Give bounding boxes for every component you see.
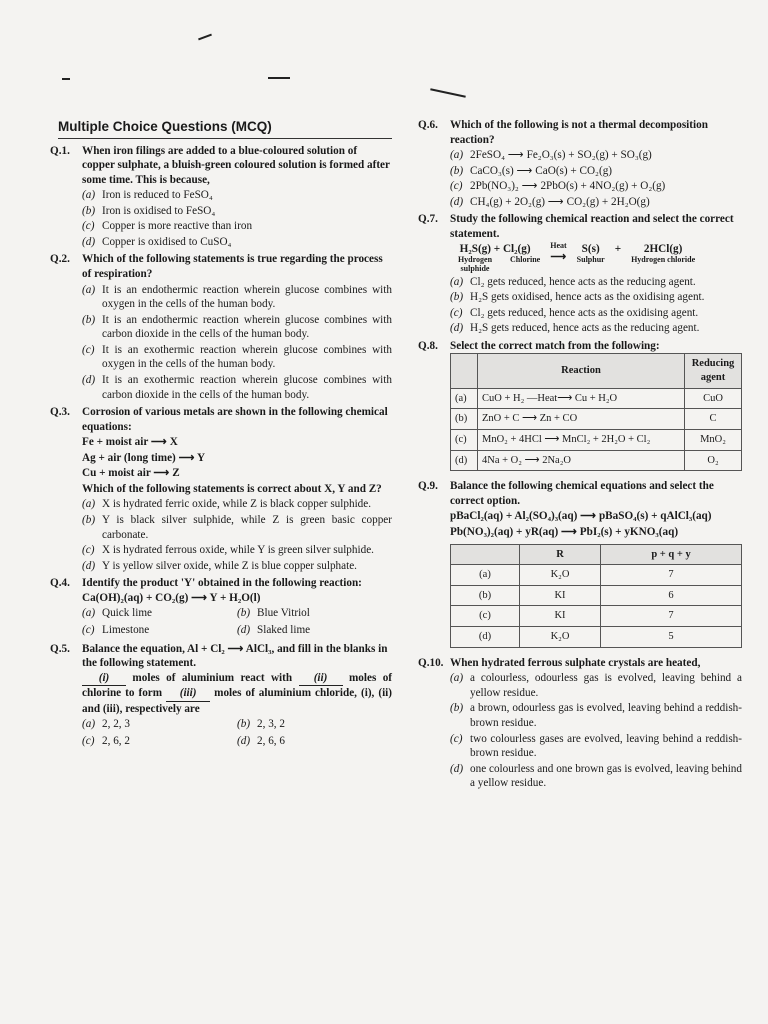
question-q7 <box>418 212 742 336</box>
table-row[interactable] <box>451 409 742 430</box>
statement-text: moles of aluminium react with <box>132 671 293 684</box>
reactants-formula: H₂S(g) + Cl₂(g) <box>459 242 531 255</box>
question-q6 <box>418 118 742 209</box>
option-text: Blue Vitriol <box>257 607 310 620</box>
option-letter: (a) <box>82 718 96 731</box>
question-number: Q.8. <box>418 339 438 352</box>
option-text: two colourless gases are evolved, leaving behind a reddish-brown residue. <box>470 732 742 760</box>
product-formula: 2HCl(g) <box>643 242 683 255</box>
equation: Fe + moist air ⟶ X <box>82 436 178 449</box>
scan-mark <box>430 88 466 97</box>
blank-i[interactable]: (i) <box>82 671 126 687</box>
product-name: Sulphur <box>576 255 605 265</box>
table-row[interactable] <box>451 606 742 627</box>
plus-sign: + <box>614 242 622 255</box>
row-letter: (b) <box>451 585 520 606</box>
row-sum: 7 <box>601 606 742 627</box>
option[interactable] <box>82 313 392 342</box>
product-2 <box>631 242 695 265</box>
option[interactable] <box>82 188 392 203</box>
option-letter: (a) <box>450 672 464 685</box>
table-header: R <box>520 544 601 565</box>
option-letter: (a) <box>450 149 464 162</box>
left-column <box>50 118 392 752</box>
question-text: Identify the product 'Y' obtained in the following reaction: <box>82 577 362 590</box>
option-text: 2, 6, 2 <box>102 734 130 747</box>
option[interactable] <box>450 290 742 305</box>
row-letter: (c) <box>451 606 520 627</box>
reaction-equation <box>450 242 742 274</box>
question-text: Balance the equation, Al + Cl₂ ⟶ AlCl₃, and fill in the blanks in the following statement. <box>82 642 388 670</box>
option[interactable] <box>82 219 392 234</box>
option-text: a brown, odourless gas is evolved, leaving behind a reddish-brown residue. <box>470 702 742 730</box>
option-letter: (a) <box>82 498 96 511</box>
option-text: It is an exothermic reaction wherein glucose combines with oxygen in the cells of the human body. <box>102 343 392 371</box>
option-letter: (d) <box>82 559 96 572</box>
option-letter: (c) <box>82 734 95 747</box>
row-reaction: 4Na + O₂ ⟶ 2Na₂O <box>478 450 685 471</box>
option[interactable] <box>82 606 237 621</box>
blank-ii[interactable]: (ii) <box>299 671 343 687</box>
option-text: Y is yellow silver oxide, while Z is blue copper sulphate. <box>102 559 357 572</box>
question-number: Q.9. <box>418 480 438 493</box>
option-text: Cl₂ gets reduced, hence acts as the oxidising agent. <box>470 306 699 319</box>
options <box>82 716 392 749</box>
question-q5 <box>50 642 392 750</box>
option[interactable] <box>450 732 742 761</box>
options-table <box>450 544 742 648</box>
equation: Pb(NO₃)₂(aq) + yR(aq) ⟶ PbI₂(s) + yKNO₃(aq) <box>450 526 679 538</box>
option[interactable] <box>82 717 237 732</box>
row-letter: (d) <box>451 450 478 471</box>
option[interactable] <box>450 701 742 730</box>
option[interactable] <box>237 734 392 749</box>
question-text: Balance the following chemical equations and select the correct option. <box>450 480 714 507</box>
option[interactable] <box>82 204 392 219</box>
options <box>82 605 392 638</box>
scan-mark <box>268 77 290 79</box>
equation: Ca(OH)₂(aq) + CO₂(g) ⟶ Y + H₂O(l) <box>82 591 261 604</box>
equations <box>450 509 742 539</box>
reactants <box>450 242 540 274</box>
option[interactable] <box>450 148 742 163</box>
table-header-blank <box>451 354 478 388</box>
option[interactable] <box>82 235 392 250</box>
option-text: H₂S gets reduced, hence acts as the reducing agent. <box>470 322 700 335</box>
option-text: Limestone <box>102 623 150 636</box>
option[interactable] <box>450 321 742 336</box>
option-text: 2FeSO₄ ⟶ Fe₂O₃(s) + SO₂(g) + SO₃(g) <box>470 149 652 162</box>
scan-mark <box>198 34 212 41</box>
option-text: 2Pb(NO₃)₂ ⟶ 2PbO(s) + 4NO₂(g) + O₂(g) <box>470 180 666 193</box>
section-title: Multiple Choice Questions (MCQ) <box>58 118 392 139</box>
option-letter: (c) <box>82 220 95 233</box>
option-letter: (c) <box>450 732 463 745</box>
option-letter: (b) <box>82 514 96 527</box>
option-text: X is hydrated ferrous oxide, while Y is green silver sulphide. <box>102 544 374 557</box>
row-letter: (b) <box>451 409 478 430</box>
option-letter: (a) <box>82 607 96 620</box>
option[interactable] <box>82 343 392 372</box>
row-r: K₂O <box>520 627 601 648</box>
option-letter: (d) <box>450 195 464 208</box>
match-table <box>450 353 742 471</box>
question-text: When hydrated ferrous sulphate crystals are heated, <box>450 656 701 669</box>
question-number: Q.6. <box>418 119 438 131</box>
row-r: KI <box>520 606 601 627</box>
options <box>450 148 742 209</box>
equation: Cu + moist air ⟶ Z <box>82 467 180 480</box>
product-formula: S(s) <box>581 242 600 255</box>
option-letter: (b) <box>237 718 251 731</box>
question-text: Corrosion of various metals are shown in the following chemical equations: <box>82 406 388 433</box>
option[interactable] <box>237 606 392 621</box>
table-header: Reducing agent <box>685 354 742 388</box>
question-text: Which of the following is not a thermal decomposition reaction? <box>450 119 708 146</box>
question-q4 <box>50 576 392 638</box>
option-letter: (b) <box>450 164 464 177</box>
option[interactable] <box>82 543 392 558</box>
question-number: Q.5. <box>50 642 70 655</box>
option-letter: (a) <box>82 189 96 202</box>
question-q10 <box>418 656 742 791</box>
table-row[interactable] <box>451 388 742 409</box>
option-text: Iron is oxidised to FeSO₄ <box>102 204 216 217</box>
option[interactable] <box>82 623 237 638</box>
row-r: K₂O <box>520 565 601 586</box>
row-agent: O₂ <box>685 450 742 471</box>
table-row[interactable] <box>451 450 742 471</box>
option[interactable] <box>450 164 742 179</box>
option-letter: (b) <box>82 313 96 326</box>
option-letter: (b) <box>450 291 464 304</box>
option-letter: (d) <box>237 734 251 747</box>
question-q1 <box>50 144 392 250</box>
option-text: X is hydrated ferric oxide, while Z is black copper sulphide. <box>102 498 372 511</box>
option[interactable] <box>82 734 237 749</box>
option-letter: (b) <box>450 702 464 715</box>
option-text: It is an endothermic reaction wherein glucose combines with carbon dioxide in the cells of the human body. <box>102 313 392 341</box>
option-letter: (b) <box>82 204 96 217</box>
statement-text: moles of aluminium chloride, (i), (ii) and (iii), respectively are <box>82 687 393 715</box>
equation: pBaCl₂(aq) + Al₂(SO₄)₃(aq) ⟶ pBaSO₄(s) + qAlCl₃(aq) <box>450 510 712 523</box>
options <box>82 188 392 249</box>
row-sum: 6 <box>601 585 742 606</box>
row-letter: (a) <box>451 565 520 586</box>
option[interactable] <box>450 306 742 321</box>
question-text: Select the correct match from the following: <box>450 339 660 352</box>
question-number: Q.7. <box>418 213 438 226</box>
equations <box>82 435 392 481</box>
row-agent: MnO₂ <box>685 430 742 451</box>
row-reaction: ZnO + C ⟶ Zn + CO <box>478 409 685 430</box>
table-row[interactable] <box>451 430 742 451</box>
table-row[interactable] <box>451 627 742 648</box>
question-number: Q.4. <box>50 577 70 590</box>
table-row[interactable] <box>451 565 742 586</box>
table-header-blank <box>451 544 520 565</box>
row-r: KI <box>520 585 601 606</box>
question-q3 <box>50 405 392 573</box>
scan-mark <box>62 78 70 80</box>
question-text: Study the following chemical reaction and select the correct statement. <box>450 213 734 240</box>
option-letter: (b) <box>237 607 251 620</box>
option-text: 2, 3, 2 <box>257 718 285 731</box>
option[interactable] <box>82 513 392 542</box>
option[interactable] <box>237 717 392 732</box>
option-text: CH₄(g) + 2O₂(g) ⟶ CO₂(g) + 2H₂O(g) <box>470 195 650 208</box>
reactant-name: Hydrogen sulphide <box>457 255 493 273</box>
options <box>82 497 392 573</box>
row-letter: (a) <box>451 388 478 409</box>
question-q8 <box>418 339 742 471</box>
question-q2 <box>50 252 392 402</box>
option-text: Quick lime <box>102 607 153 620</box>
arrow-condition: Heat <box>550 240 567 250</box>
option-text: one colourless and one brown gas is evolved, leaving behind a yellow residue. <box>470 762 742 790</box>
option-letter: (c) <box>450 306 463 319</box>
equation: Ag + air (long time) ⟶ Y <box>82 451 206 464</box>
options <box>450 671 742 791</box>
reactant-name: Chlorine <box>510 255 541 265</box>
option[interactable] <box>450 275 742 290</box>
row-letter: (d) <box>451 627 520 648</box>
options <box>450 275 742 336</box>
option[interactable] <box>82 559 392 574</box>
option-letter: (c) <box>450 180 463 193</box>
option-letter: (d) <box>82 373 96 386</box>
product-1 <box>577 242 605 265</box>
question-q9 <box>418 479 742 647</box>
option-text: Y is black silver sulphide, while Z is green basic copper carbonate. <box>102 514 392 541</box>
row-agent: C <box>685 409 742 430</box>
option-text: It is an exothermic reaction wherein glucose combines with carbon dioxide in the cells of the human body. <box>102 373 392 401</box>
fill-blank-statement <box>82 671 392 717</box>
question-text: When iron filings are added to a blue-coloured solution of copper sulphate, a bluish-green coloured solution is formed after some time. This is because, <box>82 144 390 186</box>
table-row[interactable] <box>451 585 742 606</box>
question-prompt: Which of the following statements is correct about X, Y and Z? <box>82 482 382 495</box>
option[interactable] <box>450 179 742 194</box>
option-text: Cl₂ gets reduced, hence acts as the reducing agent. <box>470 275 696 288</box>
table-header: p + q + y <box>601 544 742 565</box>
product-name: Hydrogen chloride <box>631 255 696 265</box>
option-text: It is an endothermic reaction wherein glucose combines with oxygen in the cells of the human body. <box>102 283 392 311</box>
questions-q1-q2 <box>50 144 392 403</box>
option-letter: (c) <box>82 343 95 356</box>
option-text: Iron is reduced to FeSO₄ <box>102 189 213 202</box>
option-text: 2, 6, 6 <box>257 734 285 747</box>
option-letter: (d) <box>450 762 464 775</box>
table-header: Reaction <box>478 354 685 388</box>
option-text: CaCO₃(s) ⟶ CaO(s) + CO₂(g) <box>470 164 613 177</box>
option[interactable] <box>82 373 392 402</box>
option-letter: (c) <box>82 623 95 636</box>
row-reaction: CuO + H₂ —Heat⟶ Cu + H₂O <box>478 388 685 409</box>
statement-text: moles of chlorine to form <box>82 671 393 700</box>
option[interactable] <box>450 762 742 791</box>
option-letter: (c) <box>82 544 95 557</box>
question-number: Q.10. <box>418 656 444 669</box>
right-column <box>418 118 742 794</box>
option[interactable] <box>82 497 392 512</box>
options <box>82 283 392 403</box>
option[interactable] <box>450 195 742 210</box>
row-reaction: MnO₂ + 4HCl ⟶ MnCl₂ + 2H₂O + Cl₂ <box>478 430 685 451</box>
option-text: a colourless, odourless gas is evolved, leaving behind a yellow residue. <box>470 672 742 699</box>
option[interactable] <box>82 283 392 312</box>
row-sum: 5 <box>601 627 742 648</box>
option[interactable] <box>237 623 392 638</box>
row-agent: CuO <box>685 388 742 409</box>
reaction-arrow: Heat ⟶ <box>550 240 567 264</box>
option-letter: (a) <box>450 275 464 288</box>
option-text: Copper is more reactive than iron <box>102 220 253 233</box>
option[interactable] <box>450 671 742 700</box>
blank-iii[interactable]: (iii) <box>166 686 210 702</box>
question-text: Which of the following statements is true regarding the process of respiration? <box>82 253 383 281</box>
question-number: Q.2. <box>50 253 70 266</box>
option-text: Copper is oxidised to CuSO₄ <box>102 235 232 248</box>
option-letter: (d) <box>450 322 464 335</box>
question-number: Q.3. <box>50 406 70 419</box>
option-text: Slaked lime <box>257 623 311 636</box>
question-number: Q.1. <box>50 144 70 157</box>
option-letter: (a) <box>82 283 96 296</box>
row-sum: 7 <box>601 565 742 586</box>
option-letter: (d) <box>237 623 251 636</box>
row-letter: (c) <box>451 430 478 451</box>
option-letter: (d) <box>82 235 96 248</box>
option-text: 2, 2, 3 <box>102 718 130 731</box>
option-text: H₂S gets oxidised, hence acts as the oxidising agent. <box>470 291 705 304</box>
